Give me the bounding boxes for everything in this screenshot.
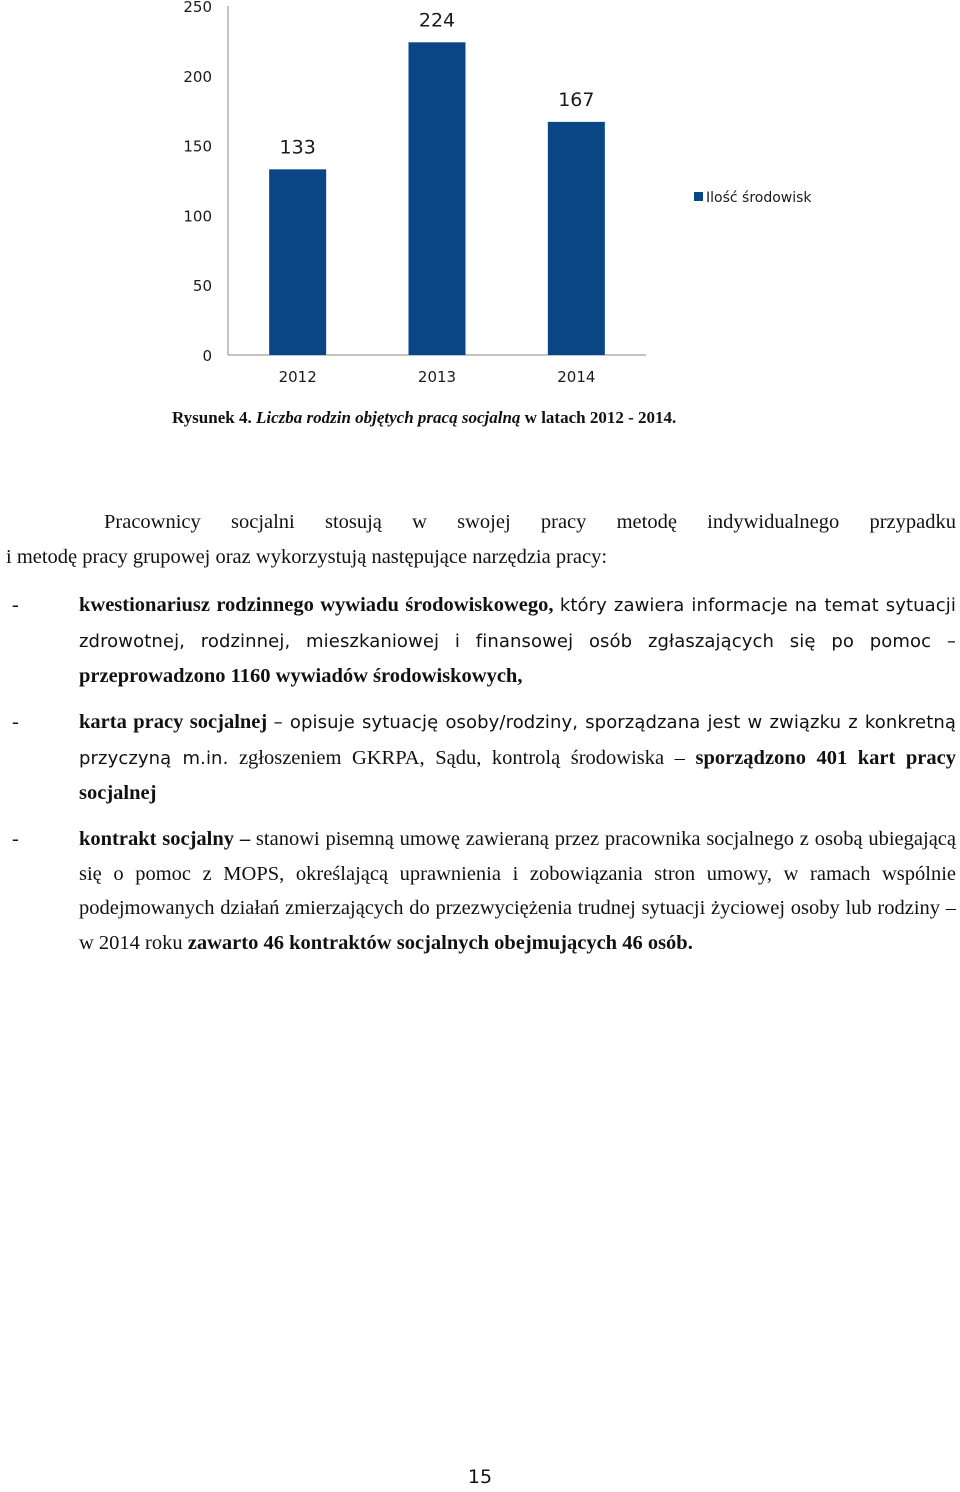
intro-line-2: i metodę pracy grupowej oraz wykorzystują następujące narzędzia pracy: [6, 545, 608, 568]
item-description-cont: zgłoszeniem GKRPA, Sądu, kontrolą środowiska – [238, 746, 685, 769]
bar-2013 [409, 42, 466, 355]
caption-rest: w latach 2012 - 2014. [524, 408, 677, 427]
caption-title: Liczba rodzin objętych pracą socjalną [255, 408, 521, 427]
bar-2012 [269, 169, 326, 355]
data-label-2014: 167 [558, 88, 595, 111]
y-tick-label: 250 [183, 0, 212, 16]
item-result: przeprowadzono 1160 wywiadów środowiskowych, [79, 665, 523, 687]
list-item-social-contract [6, 822, 956, 960]
page-number: 15 [467, 1466, 493, 1488]
x-axis-ticks [279, 368, 596, 386]
item-term: karta pracy socjalnej [79, 711, 268, 733]
list-dash: - [12, 594, 19, 616]
y-tick-label: 50 [192, 277, 212, 296]
item-description: który zawiera informacje na temat sytuacji zdrowotnej, rodzinnej, mieszkaniowej i finansowej osób zgłaszających się po pomoc – [79, 595, 956, 652]
y-tick-label: 100 [183, 207, 212, 226]
x-tick-label-2014: 2014 [557, 368, 596, 386]
item-term: kwestionariusz rodzinnego wywiadu środowiskowego, [79, 594, 554, 616]
item-result: zawarto 46 kontraktów socjalnych obejmujących 46 osób. [187, 931, 693, 954]
legend [694, 190, 812, 206]
data-label-2012: 133 [279, 136, 316, 159]
data-label-2013: 224 [418, 9, 456, 32]
item-result: sporządzono 401 kart pracy socjalnej [79, 746, 956, 804]
legend-label: Ilość środowisk [706, 190, 812, 206]
y-tick-label: 0 [202, 347, 212, 365]
legend-swatch [694, 192, 703, 201]
intro-paragraph [6, 505, 956, 574]
list-dash: - [12, 828, 19, 850]
caption-label: Rysunek 4. [172, 408, 252, 427]
item-term: kontrakt socjalny – [79, 828, 251, 850]
bar-chart [0, 0, 960, 400]
list-item-work-card [6, 705, 956, 811]
x-tick-label-2013: 2013 [417, 368, 457, 386]
item-description: stanowi pisemną umowę zawieraną przez pracownika socjalnego z osobą ubiegającą się o pomoc z MOPS, określającą uprawnienia i zobowiązania stron umowy, w ramach wspólnie podejmowanych działań zmierzających do przezwyciężenia trudnej sytuacji życiowej osoby lub rodziny – w 2014 roku [79, 828, 957, 954]
y-tick-label: 200 [183, 67, 212, 86]
list-dash: - [12, 711, 19, 733]
figure-caption [172, 408, 676, 428]
item-description: – opisuje sytuację osoby/rodziny, sporządzana jest w związku z konkretną przyczyną m.in. [79, 712, 956, 769]
y-axis-ticks [183, 0, 212, 365]
x-tick-label-2012: 2012 [278, 368, 317, 386]
bar-2014 [548, 122, 605, 355]
list-item-questionnaire [6, 588, 956, 694]
bars [269, 9, 605, 355]
intro-line-1: Pracownicy socjalni stosują w swojej pracy metodę indywidualnego przypadku [104, 511, 956, 533]
y-tick-label: 150 [183, 137, 212, 156]
